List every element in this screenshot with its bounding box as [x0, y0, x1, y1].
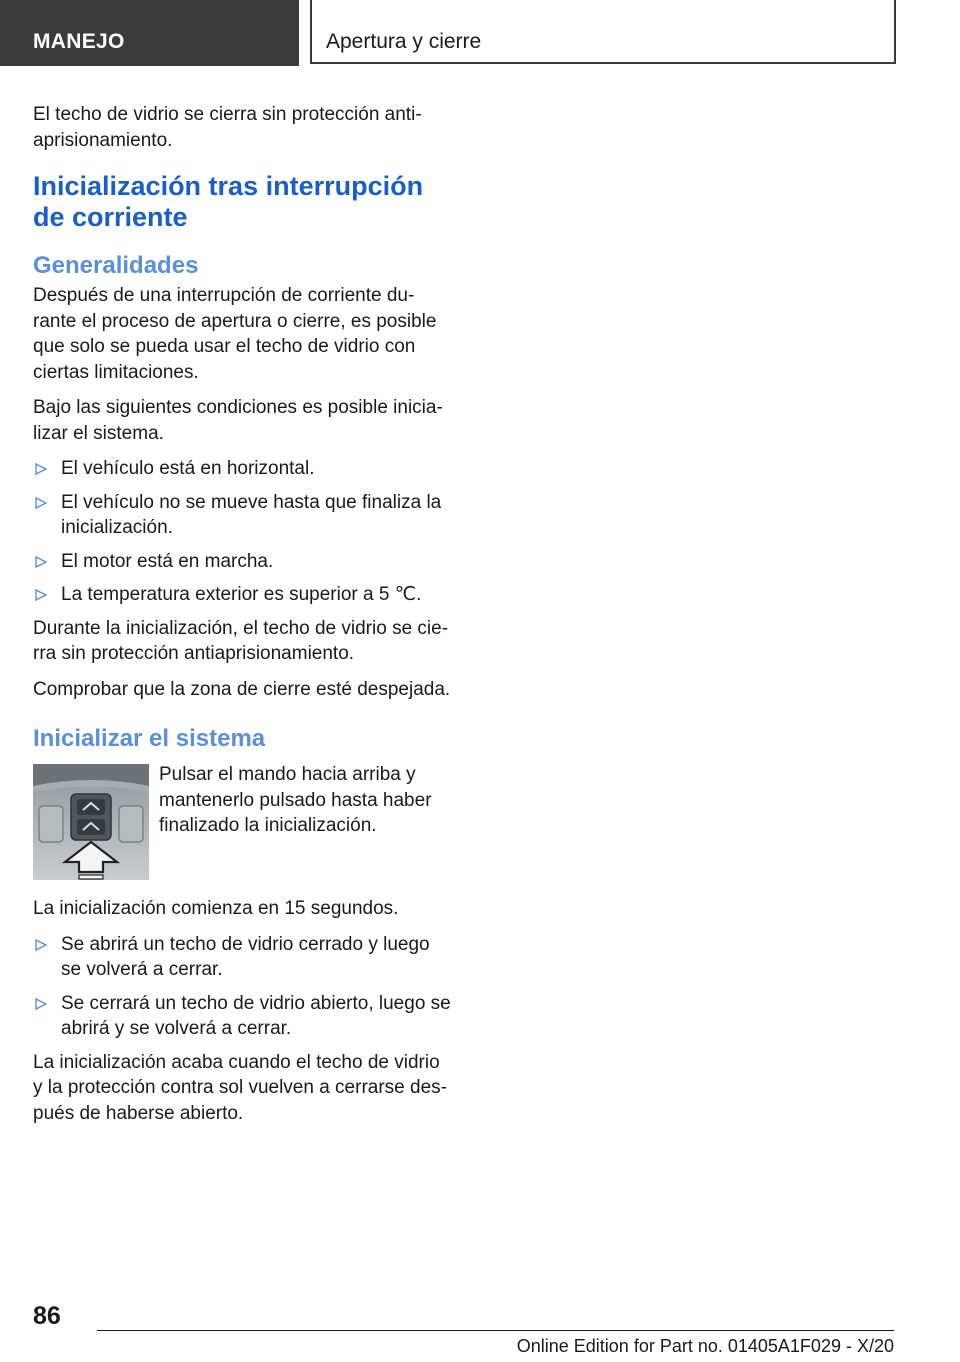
init-paragraph-2: La inicialización acaba cuando el techo de vidrio y la protección contra sol vuelven a cerrarse después de haberse abierto. [33, 1051, 447, 1124]
roof-switch-illustration [33, 764, 149, 880]
init-list [33, 932, 451, 1042]
figure-caption: Pulsar el mando hacia arriba y mantenerlo pulsado hasta haber finalizado la inicialización. [159, 764, 432, 836]
footer-edition: Online Edition for Part no. 01405A1F029 - X/20 [516, 1336, 894, 1356]
list-item-text: El vehículo está en horizontal. [61, 458, 315, 479]
list-item-text: El motor está en marcha. [61, 550, 274, 572]
page-header [0, 0, 960, 66]
list-item-text: Se abrirá un techo de vidrio cerrado y luego se volverá a cerrar. [61, 933, 430, 980]
list-item-text: Se cerrará un techo de vidrio abierto, luego se abrirá y se volverá a cerrar. [61, 992, 451, 1039]
conditions-list [33, 456, 451, 608]
footer-divider [97, 1330, 894, 1331]
general-paragraph-4: Comprobar que la zona de cierre esté despejada. [33, 678, 451, 700]
triangle-bullet-icon [35, 589, 47, 601]
list-item [33, 456, 451, 482]
list-item-text: La temperatura exterior es superior a 5 ℃. [61, 584, 422, 605]
subheading-inicializar: Inicializar el sistema [33, 725, 266, 752]
init-paragraph-1: La inicialización comienza en 15 segundos. [33, 898, 399, 919]
main-content [33, 102, 451, 1136]
list-item [33, 490, 451, 541]
triangle-bullet-icon [35, 998, 47, 1010]
general-paragraph-3: Durante la inicialización, el techo de vidrio se cierra sin protección antiaprisionamiento. [33, 617, 449, 664]
figure-row [33, 762, 451, 880]
list-item [33, 582, 451, 608]
list-item-text: El vehículo no se mueve hasta que finaliza la inicialización. [61, 491, 442, 538]
section-tab: MANEJO [0, 0, 299, 66]
subheading-generalidades: Generalidades [33, 252, 199, 279]
list-item [33, 932, 451, 983]
triangle-bullet-icon [35, 463, 47, 475]
intro-paragraph: El techo de vidrio se cierra sin protección antiaprisionamiento. [33, 104, 422, 151]
chapter-title: Apertura y cierre [310, 0, 896, 64]
general-paragraph-2: Bajo las siguientes condiciones es posible inicializar el sistema. [33, 397, 443, 444]
section-heading: Inicialización tras interrupción de corriente [33, 171, 424, 232]
triangle-bullet-icon [35, 556, 47, 568]
list-item [33, 549, 451, 575]
triangle-bullet-icon [35, 497, 47, 509]
triangle-bullet-icon [35, 939, 47, 951]
general-paragraph-1: Después de una interrupción de corriente durante el proceso de apertura o cierre, es posible que solo se pueda usar el techo de vidrio con ciertas limitaciones. [33, 285, 437, 383]
page-number: 86 [33, 1302, 61, 1330]
list-item [33, 991, 451, 1042]
